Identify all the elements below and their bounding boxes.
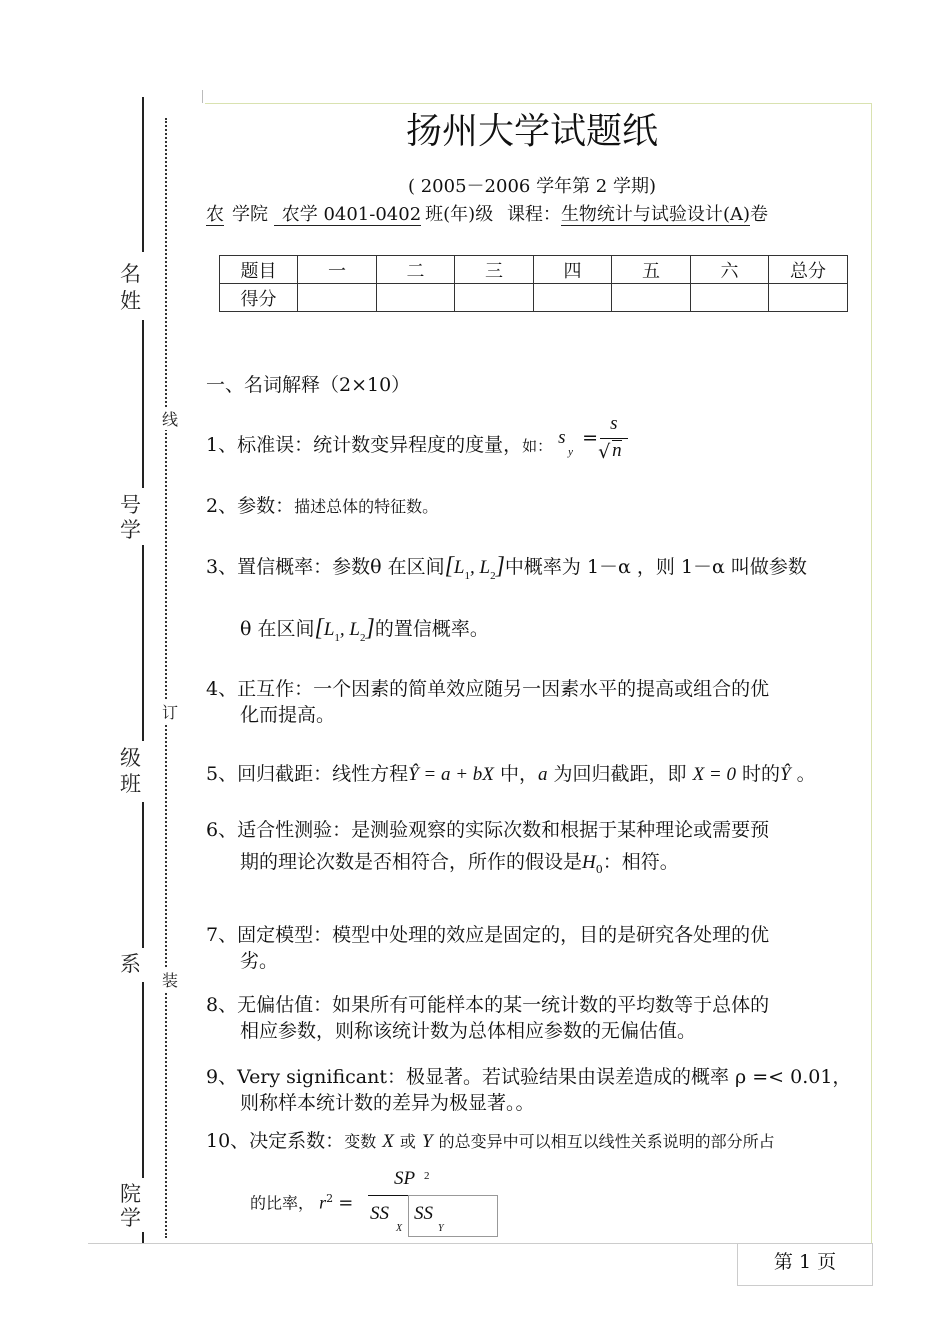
- binding-line-5: [142, 982, 144, 1178]
- q10-den2: SS: [414, 1203, 433, 1224]
- exam-title: 扬州大学试题纸: [405, 111, 658, 152]
- college-value: 农: [206, 204, 224, 225]
- question-10-line2: [250, 1186, 353, 1216]
- q1-formula-sub: y: [568, 446, 574, 458]
- score-cell-2[interactable]: [377, 284, 455, 312]
- side-char-ming: 名: [120, 262, 141, 286]
- side-char-xi: 系: [120, 952, 141, 976]
- col-6: 六: [691, 256, 769, 284]
- question-6: [206, 817, 769, 883]
- score-cell-4[interactable]: [534, 284, 612, 312]
- college-suffix: 学院: [232, 204, 268, 225]
- q3-line2: [206, 615, 866, 651]
- q10-eq: =: [338, 1192, 354, 1214]
- col-4: 四: [534, 256, 612, 284]
- q5-g: Ŷ: [780, 764, 791, 785]
- binding-char-zhuang: 装: [162, 968, 178, 991]
- q6-h0: H: [582, 852, 596, 873]
- q9-line1: 9、Very significant：极显著。若试验结果由误差造成的概率 ρ =< 0.01，: [206, 1066, 852, 1088]
- q3-interval-1: [$L_1$, $L_2$]: [444, 553, 505, 582]
- q2-label: 2、参数：: [206, 495, 295, 517]
- score-cell-1[interactable]: [298, 284, 377, 312]
- q6-h0-sub: 0: [595, 862, 603, 876]
- exam-term: ( 2005－2006 学年第 2 学期): [407, 176, 656, 197]
- side-char-ban: 班: [120, 772, 141, 796]
- row-title-score: 得分: [220, 284, 298, 312]
- side-char-yuan: 院: [120, 1182, 141, 1206]
- question-9: [206, 1064, 851, 1116]
- paper-suffix: 卷: [749, 204, 768, 225]
- side-char-xue1: 学: [120, 518, 141, 542]
- binding-line-4: [142, 802, 144, 948]
- side-char-hao: 号: [120, 493, 141, 517]
- q8-line2: 相应参数，则称该统计数为总体相应参数的无偏估值。: [240, 1020, 697, 1042]
- q8-line1: 8、无偏估值：如果所有可能样本的某一统计数的平均数等于总体的: [206, 994, 770, 1016]
- q5-eq: Ŷ = a + bX: [408, 764, 494, 785]
- q10-text2: 的总变异中可以相互以线性关系说明的部分所占: [438, 1132, 775, 1151]
- q1-formula: [558, 413, 638, 463]
- q5-b: 中，: [493, 763, 538, 785]
- row-title-question: 题目: [220, 256, 298, 284]
- q7-line2: 劣。: [240, 950, 279, 972]
- q7-line1: 7、固定模型：模型中处理的效应是固定的，目的是研究各处理的优: [206, 924, 770, 946]
- question-10: [206, 1128, 775, 1155]
- paper-type: (A): [722, 204, 750, 225]
- q10-den1: SS: [370, 1203, 389, 1224]
- q1-formula-den: n: [612, 440, 622, 461]
- q1-text: 1、标准误：统计数变异程度的度量，: [206, 434, 523, 456]
- q10-r: r: [319, 1192, 327, 1213]
- q6-line2a: 期的理论次数是否相符合，所作的假设是: [240, 851, 583, 873]
- q5-d: 为回归截距，即: [547, 763, 693, 785]
- q5-e: X = 0: [692, 764, 736, 785]
- score-table: [219, 255, 848, 312]
- frame-right-border: [871, 103, 872, 1243]
- col-5: 五: [612, 256, 691, 284]
- q10-den1-sub: X: [396, 1223, 403, 1234]
- exam-info-line: [206, 200, 768, 226]
- course-name-text: 生物统计与试验设计: [560, 204, 723, 225]
- q6-line2: [206, 849, 769, 883]
- col-2: 二: [377, 256, 455, 284]
- question-5: [206, 761, 816, 788]
- cut-dotted-line: [165, 118, 167, 1238]
- q3-interval-2: [$L_1$, $L_2$]: [314, 614, 375, 644]
- side-char-xue2: 学: [120, 1206, 141, 1230]
- q5-f: 时的: [736, 763, 781, 785]
- side-char-xing: 姓: [120, 289, 141, 313]
- q3-sub-1: 1: [464, 569, 470, 582]
- q1-sqrt-icon: √: [598, 441, 611, 463]
- q3-line2a: θ 在区间: [240, 617, 315, 640]
- q1-note: 如：: [522, 437, 553, 455]
- q1-formula-num: s: [610, 413, 618, 434]
- frame-left-tick: [202, 90, 203, 103]
- q10-label: 10、决定系数：: [206, 1130, 345, 1152]
- col-3: 三: [455, 256, 534, 284]
- q10-x: X: [382, 1131, 394, 1152]
- score-cell-6[interactable]: [691, 284, 769, 312]
- binding-line-3: [142, 545, 144, 741]
- q4-line2: 化而提高。: [240, 704, 336, 726]
- q6-line1: 6、适合性测验：是测验观察的实际次数和根据于某种理论或需要预: [206, 819, 770, 841]
- page-number: 第 1 页: [737, 1243, 873, 1286]
- binding-char-xian: 线: [162, 407, 178, 430]
- binding-line-2: [142, 320, 144, 488]
- question-2: [206, 493, 438, 520]
- score-table-header-row: [220, 256, 848, 284]
- q5-c: a: [537, 764, 548, 785]
- question-4: [206, 676, 769, 728]
- q2-text: 描述总体的特征数。: [294, 497, 439, 516]
- section-1-heading: 一、名词解释（2×10）: [206, 374, 411, 396]
- q10-text1: 变数: [344, 1132, 377, 1151]
- binding-char-ding: 订: [162, 700, 178, 723]
- class-value: 农学 0401-0402: [274, 204, 421, 226]
- col-total: 总分: [769, 256, 848, 284]
- q3-sub-4: 2: [359, 631, 366, 644]
- q4-line1: 4、正互作：一个因素的简单效应随另一因素水平的提高或组合的优: [206, 678, 770, 700]
- q10-r-sup: 2: [326, 1192, 334, 1205]
- score-table-score-row: [220, 284, 848, 312]
- course-name: [561, 204, 750, 226]
- score-cell-3[interactable]: [455, 284, 534, 312]
- q3-sub-2: 2: [490, 569, 496, 582]
- class-suffix: 班(年)级: [425, 204, 494, 225]
- course-label: 课程：: [506, 204, 561, 225]
- question-8: [206, 992, 769, 1044]
- q1-formula-lhs: s: [558, 427, 566, 448]
- col-1: 一: [298, 256, 377, 284]
- q6-line2b: ：相符。: [602, 851, 679, 873]
- q10-num: SP: [394, 1168, 416, 1189]
- q5-h: 。: [790, 763, 816, 785]
- q3-line2b: 的置信概率。: [374, 617, 489, 640]
- q10-line2: 的比率，: [250, 1193, 315, 1213]
- question-3: [206, 553, 866, 651]
- q10-den2-sub: Y: [438, 1223, 444, 1234]
- question-1: [206, 413, 638, 463]
- q9-line2: 则称样本统计数的差异为极显著。。: [240, 1092, 535, 1114]
- side-char-ji: 级: [120, 746, 141, 770]
- q10-fraction: [368, 1168, 498, 1238]
- score-cell-total[interactable]: [769, 284, 848, 312]
- q5-a: 5、回归截距：线性方程: [206, 763, 409, 785]
- q10-y: Y: [421, 1131, 433, 1152]
- q10-num-sup: 2: [424, 1170, 430, 1182]
- score-cell-5[interactable]: [612, 284, 691, 312]
- question-7: [206, 922, 769, 974]
- q10-or: 或: [399, 1132, 416, 1151]
- q3-line1b: 中概率为 1－α ，则 1－α 叫做参数: [504, 556, 807, 578]
- q1-formula-eq: =: [582, 427, 599, 449]
- q3-sub-3: 1: [334, 631, 340, 644]
- q3-line1a: 3、置信概率：参数θ 在区间: [206, 556, 445, 578]
